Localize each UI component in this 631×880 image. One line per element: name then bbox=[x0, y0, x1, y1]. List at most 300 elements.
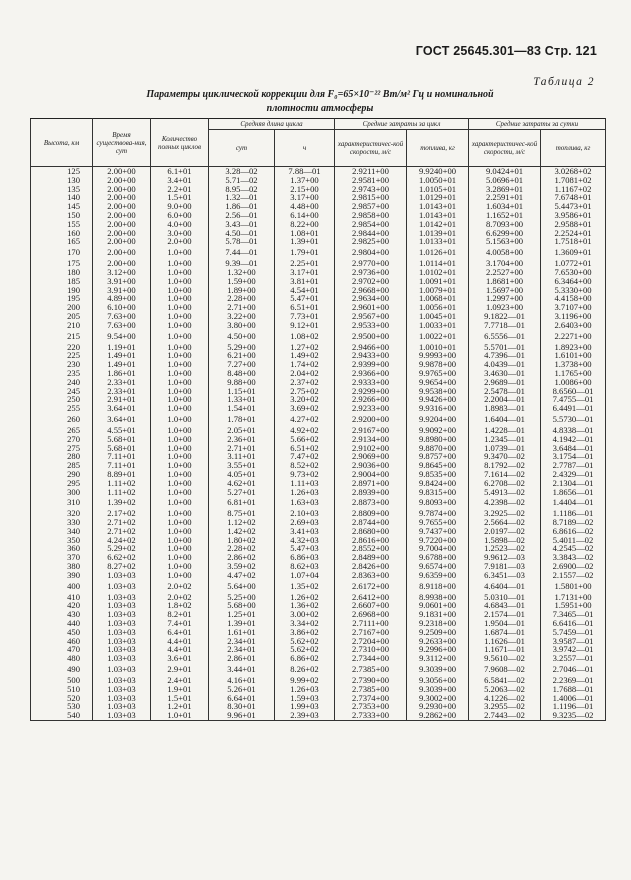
cell-cycle-hours: 1.26+03 bbox=[275, 685, 335, 694]
cell-lifetime: 1.49+01 bbox=[93, 351, 151, 360]
cell-altitude: 390 bbox=[31, 571, 93, 580]
cell-cycle-hours: 8.26+02 bbox=[275, 663, 335, 676]
cell-fuel-cycle: 8.9938+00 bbox=[407, 593, 469, 602]
cell-altitude: 420 bbox=[31, 601, 93, 610]
cell-dv-cycle: 2.9399+00 bbox=[335, 360, 407, 369]
cell-fuel-day: 3.2557—01 bbox=[541, 654, 606, 663]
cell-altitude: 135 bbox=[31, 185, 93, 194]
cell-dv-cycle: 2.8744+00 bbox=[335, 518, 407, 527]
cell-dv-day: 2.5664—02 bbox=[469, 518, 541, 527]
cell-fuel-cycle: 9.9878+00 bbox=[407, 360, 469, 369]
cell-cycle-count: 1.0+00 bbox=[151, 387, 209, 396]
cell-altitude: 215 bbox=[31, 330, 93, 343]
cell-dv-day: 1.5898—02 bbox=[469, 536, 541, 545]
cell-dv-day: 2.9689—01 bbox=[469, 378, 541, 387]
cell-cycle-days: 7.27+00 bbox=[209, 360, 275, 369]
cell-dv-cycle: 2.9299+00 bbox=[335, 387, 407, 396]
cell-dv-cycle: 2.9333+00 bbox=[335, 378, 407, 387]
title-line-2: плотности атмосферы bbox=[266, 103, 374, 114]
cell-fuel-cycle: 9.8535+00 bbox=[407, 470, 469, 479]
cell-cycle-hours: 3.41+03 bbox=[275, 527, 335, 536]
cell-dv-day: 5.4913—02 bbox=[469, 488, 541, 497]
cell-cycle-count: 1.0+00 bbox=[151, 404, 209, 413]
cell-fuel-day: 1.1167+02 bbox=[541, 185, 606, 194]
cell-dv-day: 6.2708—02 bbox=[469, 479, 541, 488]
cell-cycle-count: 1.0+00 bbox=[151, 426, 209, 435]
cell-cycle-count: 1.0+00 bbox=[151, 321, 209, 330]
cell-cycle-count: 1.0+00 bbox=[151, 488, 209, 497]
cell-dv-day: 2.0197—02 bbox=[469, 527, 541, 536]
cell-lifetime: 2.00+00 bbox=[93, 259, 151, 268]
cell-dv-cycle: 2.7353+00 bbox=[335, 702, 407, 711]
cell-lifetime: 1.11+02 bbox=[93, 488, 151, 497]
cell-altitude: 520 bbox=[31, 694, 93, 703]
cell-dv-cycle: 2.9167+00 bbox=[335, 426, 407, 435]
cell-lifetime: 3.12+00 bbox=[93, 268, 151, 277]
cell-cycle-hours: 5.47+01 bbox=[275, 294, 335, 303]
table-title bbox=[90, 88, 550, 116]
cell-fuel-day: 1.1765+00 bbox=[541, 369, 606, 378]
cell-altitude: 125 bbox=[31, 167, 93, 176]
cell-dv-cycle: 2.9266+00 bbox=[335, 395, 407, 404]
cell-fuel-day: 3.7107+00 bbox=[541, 303, 606, 312]
cell-cycle-days: 1.32—01 bbox=[209, 193, 275, 202]
cell-fuel-day: 5.4011—02 bbox=[541, 536, 606, 545]
cell-altitude: 275 bbox=[31, 444, 93, 453]
cell-dv-cycle: 2.9567+00 bbox=[335, 312, 407, 321]
cell-fuel-cycle: 1.0033+01 bbox=[407, 321, 469, 330]
cell-altitude: 160 bbox=[31, 229, 93, 238]
cell-cycle-count: 1.0+00 bbox=[151, 413, 209, 426]
cell-fuel-cycle: 9.9426+00 bbox=[407, 395, 469, 404]
table-row bbox=[31, 237, 606, 246]
cell-altitude: 450 bbox=[31, 628, 93, 637]
cell-cycle-count: 1.8+02 bbox=[151, 601, 209, 610]
cell-cycle-count: 6.4+01 bbox=[151, 628, 209, 637]
cell-lifetime: 1.11+02 bbox=[93, 479, 151, 488]
cell-cycle-hours: 2.04+02 bbox=[275, 369, 335, 378]
cell-fuel-cycle: 9.9204+00 bbox=[407, 413, 469, 426]
cell-lifetime: 1.03+03 bbox=[93, 628, 151, 637]
cell-cycle-days: 1.59+00 bbox=[209, 277, 275, 286]
cell-cycle-hours: 6.14+00 bbox=[275, 211, 335, 220]
cell-altitude: 130 bbox=[31, 176, 93, 185]
cell-dv-day: 9.0424+01 bbox=[469, 167, 541, 176]
cell-altitude: 205 bbox=[31, 312, 93, 321]
cell-dv-day: 1.2523—02 bbox=[469, 544, 541, 553]
cell-cycle-count: 1.0+00 bbox=[151, 509, 209, 518]
cell-fuel-cycle: 1.0143+01 bbox=[407, 211, 469, 220]
cell-dv-day: 4.0058+00 bbox=[469, 246, 541, 259]
cell-dv-cycle: 2.8489+00 bbox=[335, 553, 407, 562]
cell-cycle-days: 2.34+01 bbox=[209, 637, 275, 646]
cell-fuel-cycle: 9.9765+00 bbox=[407, 369, 469, 378]
cell-lifetime: 1.03+03 bbox=[93, 663, 151, 676]
cell-fuel-cycle: 9.7655+00 bbox=[407, 518, 469, 527]
cell-dv-day: 1.9504—01 bbox=[469, 619, 541, 628]
cell-dv-cycle: 2.8939+00 bbox=[335, 488, 407, 497]
cell-lifetime: 2.00+00 bbox=[93, 237, 151, 246]
cell-fuel-day: 2.2524+01 bbox=[541, 229, 606, 238]
cell-dv-cycle: 2.9601+00 bbox=[335, 303, 407, 312]
cell-cycle-hours: 3.86+02 bbox=[275, 628, 335, 637]
cell-cycle-hours: 1.08+01 bbox=[275, 229, 335, 238]
cell-lifetime: 1.03+03 bbox=[93, 711, 151, 720]
cell-cycle-hours: 7.47+02 bbox=[275, 452, 335, 461]
cell-lifetime: 1.03+03 bbox=[93, 645, 151, 654]
cell-dv-day: 1.2345—01 bbox=[469, 435, 541, 444]
cell-fuel-day: 1.3609+01 bbox=[541, 246, 606, 259]
table-row bbox=[31, 404, 606, 413]
cell-altitude: 480 bbox=[31, 654, 93, 663]
header-cost-per-cycle: Средние затраты за цикл bbox=[335, 119, 469, 130]
cell-cycle-days: 5.68+00 bbox=[209, 601, 275, 610]
cell-cycle-hours: 1.59+03 bbox=[275, 694, 335, 703]
cell-cycle-hours: 2.75+02 bbox=[275, 387, 335, 396]
cell-cycle-hours: 3.17+00 bbox=[275, 193, 335, 202]
cell-dv-cycle: 2.9500+00 bbox=[335, 330, 407, 343]
cell-lifetime: 2.00+00 bbox=[93, 193, 151, 202]
table-row bbox=[31, 571, 606, 580]
cell-dv-day: 7.9181—03 bbox=[469, 562, 541, 571]
cell-altitude: 285 bbox=[31, 461, 93, 470]
cell-fuel-day: 2.6900—02 bbox=[541, 562, 606, 571]
cell-altitude: 400 bbox=[31, 580, 93, 593]
cell-fuel-cycle: 9.0601+00 bbox=[407, 601, 469, 610]
cell-cycle-days: 1.61+01 bbox=[209, 628, 275, 637]
cell-fuel-day: 2.1557—02 bbox=[541, 571, 606, 580]
cell-dv-cycle: 2.9825+00 bbox=[335, 237, 407, 246]
cell-dv-cycle: 2.9668+00 bbox=[335, 286, 407, 295]
cell-cycle-days: 1.15+01 bbox=[209, 387, 275, 396]
cell-altitude: 290 bbox=[31, 470, 93, 479]
cell-fuel-cycle: 9.2318+00 bbox=[407, 619, 469, 628]
cell-cycle-days: 6.64+01 bbox=[209, 694, 275, 703]
cell-dv-day: 4.0439—01 bbox=[469, 360, 541, 369]
header-days: сут bbox=[209, 130, 275, 167]
cell-dv-cycle: 2.7385+00 bbox=[335, 685, 407, 694]
cell-dv-day: 1.0923+00 bbox=[469, 303, 541, 312]
cell-cycle-count: 1.0+00 bbox=[151, 571, 209, 580]
cell-cycle-hours: 6.51+01 bbox=[275, 303, 335, 312]
cell-altitude: 140 bbox=[31, 193, 93, 202]
cell-dv-day: 2.2004—01 bbox=[469, 395, 541, 404]
cell-fuel-cycle: 9.2509+00 bbox=[407, 628, 469, 637]
cell-fuel-day: 3.1196+00 bbox=[541, 312, 606, 321]
cell-fuel-day: 1.4404—01 bbox=[541, 496, 606, 509]
cell-cycle-days: 1.54+01 bbox=[209, 404, 275, 413]
cell-fuel-cycle: 1.0010+01 bbox=[407, 343, 469, 352]
cell-lifetime: 2.91+01 bbox=[93, 395, 151, 404]
cell-fuel-cycle: 9.3002+00 bbox=[407, 694, 469, 703]
cell-dv-day: 6.5556—01 bbox=[469, 330, 541, 343]
cell-dv-day: 7.1614—02 bbox=[469, 470, 541, 479]
cell-lifetime: 1.19+01 bbox=[93, 343, 151, 352]
cell-cycle-days: 4.47+02 bbox=[209, 571, 275, 580]
cell-cycle-hours: 3.81+01 bbox=[275, 277, 335, 286]
cell-dv-day: 5.0696+01 bbox=[469, 176, 541, 185]
cell-cycle-days: 9.88+00 bbox=[209, 378, 275, 387]
cell-lifetime: 3.91+00 bbox=[93, 286, 151, 295]
cell-fuel-cycle: 9.3039+00 bbox=[407, 663, 469, 676]
cell-cycle-days: 3.22+00 bbox=[209, 312, 275, 321]
cell-cycle-count: 1.0+00 bbox=[151, 435, 209, 444]
cell-fuel-day: 3.9742—01 bbox=[541, 645, 606, 654]
cell-lifetime: 4.24+02 bbox=[93, 536, 151, 545]
cell-altitude: 255 bbox=[31, 404, 93, 413]
cell-fuel-cycle: 9.8870+00 bbox=[407, 444, 469, 453]
cell-dv-day: 7.7718—01 bbox=[469, 321, 541, 330]
cell-cycle-days: 2.28+02 bbox=[209, 544, 275, 553]
cell-lifetime: 2.00+00 bbox=[93, 202, 151, 211]
cell-dv-day: 5.0310—01 bbox=[469, 593, 541, 602]
cell-altitude: 500 bbox=[31, 676, 93, 685]
cell-cycle-days: 1.89+00 bbox=[209, 286, 275, 295]
cell-cycle-hours: 4.48+00 bbox=[275, 202, 335, 211]
cell-cycle-count: 1.0+01 bbox=[151, 711, 209, 720]
cell-cycle-count: 1.0+00 bbox=[151, 553, 209, 562]
cell-lifetime: 3.64+01 bbox=[93, 413, 151, 426]
cell-lifetime: 2.00+00 bbox=[93, 185, 151, 194]
cell-altitude: 330 bbox=[31, 518, 93, 527]
cell-dv-cycle: 2.8616+00 bbox=[335, 536, 407, 545]
cell-cycle-count: 1.0+00 bbox=[151, 470, 209, 479]
cell-fuel-day: 7.3465—01 bbox=[541, 610, 606, 619]
cell-cycle-count: 1.0+00 bbox=[151, 518, 209, 527]
cell-dv-day: 8.7093+00 bbox=[469, 220, 541, 229]
cell-cycle-days: 3.44+01 bbox=[209, 663, 275, 676]
cell-cycle-count: 8.2+01 bbox=[151, 610, 209, 619]
cell-dv-day: 1.1652+01 bbox=[469, 211, 541, 220]
cell-altitude: 460 bbox=[31, 637, 93, 646]
cell-cycle-days: 1.78+01 bbox=[209, 413, 275, 426]
cell-lifetime: 2.00+00 bbox=[93, 176, 151, 185]
cell-fuel-day: 1.7518+01 bbox=[541, 237, 606, 246]
cell-cycle-days: 7.44—01 bbox=[209, 246, 275, 259]
cell-dv-day: 6.3451—03 bbox=[469, 571, 541, 580]
cell-altitude: 310 bbox=[31, 496, 93, 509]
cell-cycle-count: 4.4+01 bbox=[151, 637, 209, 646]
cell-lifetime: 1.03+03 bbox=[93, 694, 151, 703]
cell-dv-cycle: 2.9036+00 bbox=[335, 461, 407, 470]
cell-lifetime: 1.49+01 bbox=[93, 360, 151, 369]
cell-fuel-cycle: 1.0068+01 bbox=[407, 294, 469, 303]
cell-dv-cycle: 2.9634+00 bbox=[335, 294, 407, 303]
cell-dv-cycle: 2.7374+00 bbox=[335, 694, 407, 703]
cell-lifetime: 5.68+01 bbox=[93, 444, 151, 453]
cell-cycle-count: 1.0+00 bbox=[151, 343, 209, 352]
cell-altitude: 320 bbox=[31, 509, 93, 518]
cell-fuel-cycle: 9.3039+00 bbox=[407, 685, 469, 694]
cell-cycle-count: 1.0+00 bbox=[151, 259, 209, 268]
cell-lifetime: 1.03+03 bbox=[93, 676, 151, 685]
cell-fuel-day: 1.7081+02 bbox=[541, 176, 606, 185]
cell-cycle-days: 8.75+01 bbox=[209, 509, 275, 518]
cell-lifetime: 7.11+01 bbox=[93, 461, 151, 470]
cell-lifetime: 1.03+03 bbox=[93, 601, 151, 610]
cell-cycle-count: 4.0+00 bbox=[151, 220, 209, 229]
cell-cycle-days: 4.50+00 bbox=[209, 330, 275, 343]
header-dv-cycle: характеристичес-кой скорости, м/с bbox=[335, 130, 407, 167]
cell-fuel-cycle: 9.7004+00 bbox=[407, 544, 469, 553]
cell-dv-cycle: 2.9844+00 bbox=[335, 229, 407, 238]
cell-fuel-day: 2.1304—01 bbox=[541, 479, 606, 488]
cell-cycle-count: 1.0+00 bbox=[151, 378, 209, 387]
cell-cycle-count: 2.4+01 bbox=[151, 676, 209, 685]
cell-dv-cycle: 2.9366+00 bbox=[335, 369, 407, 378]
cell-dv-cycle: 2.7111+00 bbox=[335, 619, 407, 628]
cell-dv-cycle: 2.8426+00 bbox=[335, 562, 407, 571]
cell-dv-cycle: 2.8552+00 bbox=[335, 544, 407, 553]
cell-fuel-day: 5.7459—01 bbox=[541, 628, 606, 637]
page-header: ГОСТ 25645.301—83 Стр. 121 bbox=[415, 44, 597, 58]
cell-dv-day: 1.6034+01 bbox=[469, 202, 541, 211]
table-row bbox=[31, 330, 606, 343]
cell-fuel-cycle: 9.2996+00 bbox=[407, 645, 469, 654]
cell-altitude: 220 bbox=[31, 343, 93, 352]
cell-dv-cycle: 2.8971+00 bbox=[335, 479, 407, 488]
cell-dv-cycle: 2.9466+00 bbox=[335, 343, 407, 352]
header-cost-per-day: Средние затраты за сутки bbox=[469, 119, 606, 130]
cell-dv-day: 7.9608—02 bbox=[469, 663, 541, 676]
cell-lifetime: 5.68+01 bbox=[93, 435, 151, 444]
cell-fuel-cycle: 9.8757+00 bbox=[407, 452, 469, 461]
cell-dv-cycle: 2.9736+00 bbox=[335, 268, 407, 277]
cell-dv-day: 4.6843—01 bbox=[469, 601, 541, 610]
cell-cycle-hours: 9.73+02 bbox=[275, 470, 335, 479]
cell-fuel-day: 3.3843—02 bbox=[541, 553, 606, 562]
cell-lifetime: 1.03+03 bbox=[93, 610, 151, 619]
cell-dv-cycle: 2.6412+00 bbox=[335, 593, 407, 602]
cell-cycle-hours: 1.63+03 bbox=[275, 496, 335, 509]
cell-cycle-count: 1.0+00 bbox=[151, 496, 209, 509]
cell-altitude: 210 bbox=[31, 321, 93, 330]
cell-fuel-day: 3.1754—01 bbox=[541, 452, 606, 461]
cell-altitude: 190 bbox=[31, 286, 93, 295]
cell-cycle-hours: 5.62+02 bbox=[275, 645, 335, 654]
cell-cycle-days: 2.36+01 bbox=[209, 435, 275, 444]
cell-fuel-cycle: 9.9538+00 bbox=[407, 387, 469, 396]
cell-altitude: 260 bbox=[31, 413, 93, 426]
cell-altitude: 360 bbox=[31, 544, 93, 553]
cell-cycle-days: 5.71—02 bbox=[209, 176, 275, 185]
cell-cycle-hours: 1.26+03 bbox=[275, 488, 335, 497]
cell-fuel-day: 2.2271+00 bbox=[541, 330, 606, 343]
cell-altitude: 470 bbox=[31, 645, 93, 654]
cell-cycle-days: 2.05+01 bbox=[209, 426, 275, 435]
cell-cycle-days: 4.05+01 bbox=[209, 470, 275, 479]
cell-dv-day: 5.1563+00 bbox=[469, 237, 541, 246]
cell-dv-day: 3.2869+01 bbox=[469, 185, 541, 194]
cell-cycle-days: 8.48+00 bbox=[209, 369, 275, 378]
cell-cycle-count: 1.0+00 bbox=[151, 527, 209, 536]
cell-cycle-days: 5.27+01 bbox=[209, 488, 275, 497]
cell-dv-cycle: 2.9702+00 bbox=[335, 277, 407, 286]
cell-lifetime: 2.71+02 bbox=[93, 527, 151, 536]
cell-cycle-days: 5.29+00 bbox=[209, 343, 275, 352]
cell-lifetime: 3.64+01 bbox=[93, 404, 151, 413]
cell-fuel-day: 2.7046—01 bbox=[541, 663, 606, 676]
cell-fuel-cycle: 1.0142+01 bbox=[407, 220, 469, 229]
cell-cycle-days: 3.55+01 bbox=[209, 461, 275, 470]
cell-fuel-day: 2.7787—01 bbox=[541, 461, 606, 470]
cell-altitude: 235 bbox=[31, 369, 93, 378]
cell-cycle-days: 3.80+00 bbox=[209, 321, 275, 330]
cell-dv-day: 1.1671—01 bbox=[469, 645, 541, 654]
cell-lifetime: 8.27+02 bbox=[93, 562, 151, 571]
cell-fuel-day: 1.6101+00 bbox=[541, 351, 606, 360]
parameters-table bbox=[30, 118, 606, 721]
cell-dv-cycle: 2.9857+00 bbox=[335, 202, 407, 211]
cell-dv-cycle: 2.7204+00 bbox=[335, 637, 407, 646]
cell-cycle-count: 1.9+01 bbox=[151, 685, 209, 694]
cell-cycle-count: 1.0+00 bbox=[151, 562, 209, 571]
cell-fuel-day: 2.9588+01 bbox=[541, 220, 606, 229]
cell-fuel-day: 3.9587—01 bbox=[541, 637, 606, 646]
cell-dv-cycle: 2.7310+00 bbox=[335, 645, 407, 654]
cell-lifetime: 2.00+00 bbox=[93, 229, 151, 238]
cell-fuel-day: 1.5801+00 bbox=[541, 580, 606, 593]
cell-fuel-day: 7.6748+01 bbox=[541, 193, 606, 202]
cell-fuel-day: 4.2545—02 bbox=[541, 544, 606, 553]
cell-dv-day: 4.7396—01 bbox=[469, 351, 541, 360]
cell-fuel-day: 1.1196—01 bbox=[541, 702, 606, 711]
cell-dv-cycle: 2.8809+00 bbox=[335, 509, 407, 518]
cell-cycle-hours: 1.35+02 bbox=[275, 580, 335, 593]
cell-fuel-day: 7.4755—01 bbox=[541, 395, 606, 404]
cell-cycle-count: 4.4+01 bbox=[151, 645, 209, 654]
header-lifetime: Время существова-ния, сут bbox=[93, 119, 151, 167]
cell-altitude: 145 bbox=[31, 202, 93, 211]
cell-cycle-count: 1.0+00 bbox=[151, 360, 209, 369]
cell-dv-day: 5.5701—01 bbox=[469, 343, 541, 352]
cell-cycle-days: 5.78—01 bbox=[209, 237, 275, 246]
cell-dv-cycle: 2.9533+00 bbox=[335, 321, 407, 330]
cell-cycle-count: 1.0+00 bbox=[151, 536, 209, 545]
cell-dv-cycle: 2.9770+00 bbox=[335, 259, 407, 268]
cell-altitude: 265 bbox=[31, 426, 93, 435]
cell-fuel-cycle: 9.6574+00 bbox=[407, 562, 469, 571]
header-altitude: Высота, км bbox=[31, 119, 93, 167]
cell-fuel-cycle: 9.6359+00 bbox=[407, 571, 469, 580]
cell-dv-cycle: 2.7333+00 bbox=[335, 711, 407, 720]
cell-fuel-day: 1.3738+00 bbox=[541, 360, 606, 369]
cell-fuel-cycle: 1.0114+01 bbox=[407, 259, 469, 268]
cell-fuel-day: 5.3330+00 bbox=[541, 286, 606, 295]
table-row bbox=[31, 321, 606, 330]
cell-fuel-day: 6.4491—01 bbox=[541, 404, 606, 413]
cell-cycle-count: 1.0+00 bbox=[151, 395, 209, 404]
cell-cycle-count: 1.5+01 bbox=[151, 694, 209, 703]
cell-dv-cycle: 2.6607+00 bbox=[335, 601, 407, 610]
cell-dv-day: 2.5478—01 bbox=[469, 387, 541, 396]
cell-fuel-cycle: 9.9240+00 bbox=[407, 167, 469, 176]
cell-lifetime: 1.03+03 bbox=[93, 685, 151, 694]
cell-lifetime: 1.03+03 bbox=[93, 637, 151, 646]
cell-fuel-day: 7.6530+00 bbox=[541, 268, 606, 277]
cell-cycle-hours: 3.20+02 bbox=[275, 395, 335, 404]
cell-altitude: 295 bbox=[31, 479, 93, 488]
cell-altitude: 380 bbox=[31, 562, 93, 571]
cell-cycle-count: 1.0+00 bbox=[151, 452, 209, 461]
cell-altitude: 185 bbox=[31, 277, 93, 286]
cell-altitude: 350 bbox=[31, 536, 93, 545]
cell-altitude: 540 bbox=[31, 711, 93, 720]
cell-altitude: 195 bbox=[31, 294, 93, 303]
cell-cycle-count: 3.0+00 bbox=[151, 229, 209, 238]
cell-dv-day: 6.5841—02 bbox=[469, 676, 541, 685]
cell-lifetime: 1.03+03 bbox=[93, 702, 151, 711]
